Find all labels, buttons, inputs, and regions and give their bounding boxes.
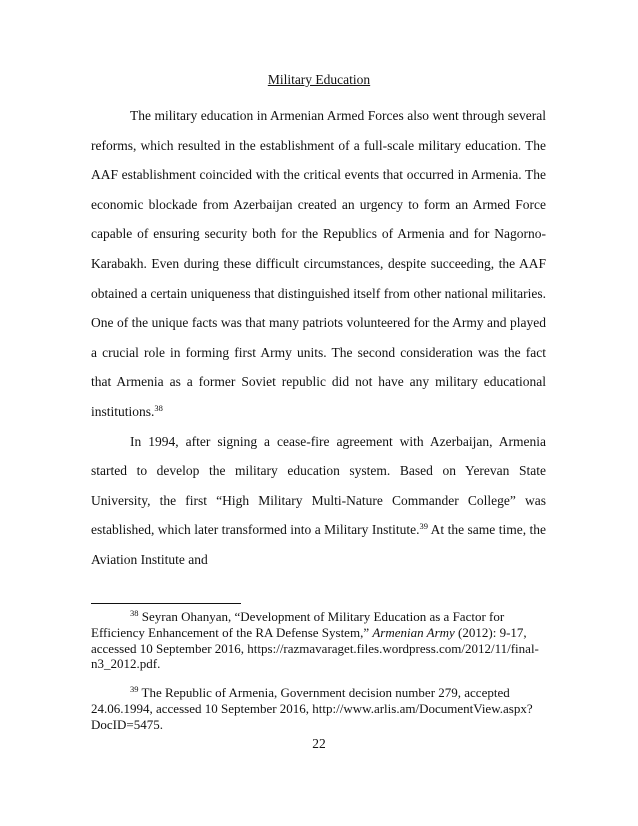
footnote-text-after: (2012): 9-17, accessed 10 September 2016, https://razmavaraget.files.wordpress.com/2012/11/final-n3_2012.pdf. [91, 624, 539, 672]
footnote-number: 39 [130, 684, 139, 695]
footnote-text: Seyran Ohanyan, “Development of Military Education as a Factor for Efficiency Enhancement of the RA Defense System,” [91, 609, 505, 640]
body-text [91, 101, 546, 575]
paragraph-2-text-after: At the same time, the Aviation Institute and [91, 522, 546, 567]
footnote-italic-title: Armenian Army [372, 624, 455, 640]
footnote-38 [91, 609, 546, 672]
paragraph-1 [91, 101, 546, 427]
footnote-ref-38: 38 [154, 402, 163, 413]
footnote-39 [91, 685, 546, 732]
footnote-text: The Republic of Armenia, Government decision number 279, accepted 24.06.1994, accessed 10 September 2016, http://www.arlis.am/DocumentView.aspx?DocID=5475. [91, 685, 533, 732]
section-heading: Military Education [267, 72, 371, 87]
footnote-number: 38 [130, 608, 139, 618]
page-number: 22 [312, 736, 326, 751]
paragraph-2 [91, 427, 546, 575]
footnotes [91, 609, 546, 746]
paragraph-1-text: The military education in Armenian Armed Forces also went through several reforms, which resulted in the establishment of a full-scale military education. The AAF establishment coincided with the critical events that occurred in Armenia. The economic blockade from Azerbaijan created an urgency to form an Armed Force capable of ensuring security both for the Republics of Armenia and for Nagorno-Karabakh. Even during these difficult circumstances, despite succeeding, the AAF obtained a certain uniqueness that distinguished itself from other national militaries. One of the unique facts was that many patriots volunteered for the Army and played a crucial role in forming first Army units. The second consideration was the fact that Armenia as a former Soviet republic did not have any military educational institutions. [91, 108, 546, 419]
footnote-separator [91, 603, 241, 604]
paragraph-2-text-before: In 1994, after signing a cease-fire agreement with Azerbaijan, Armenia started to develop the military education system. Based on Yerevan State University, the first “High Military Multi-Nature Commander College” was established, which later transformed into a Military Institute. [91, 433, 546, 538]
footnote-ref-39: 39 [419, 521, 428, 532]
